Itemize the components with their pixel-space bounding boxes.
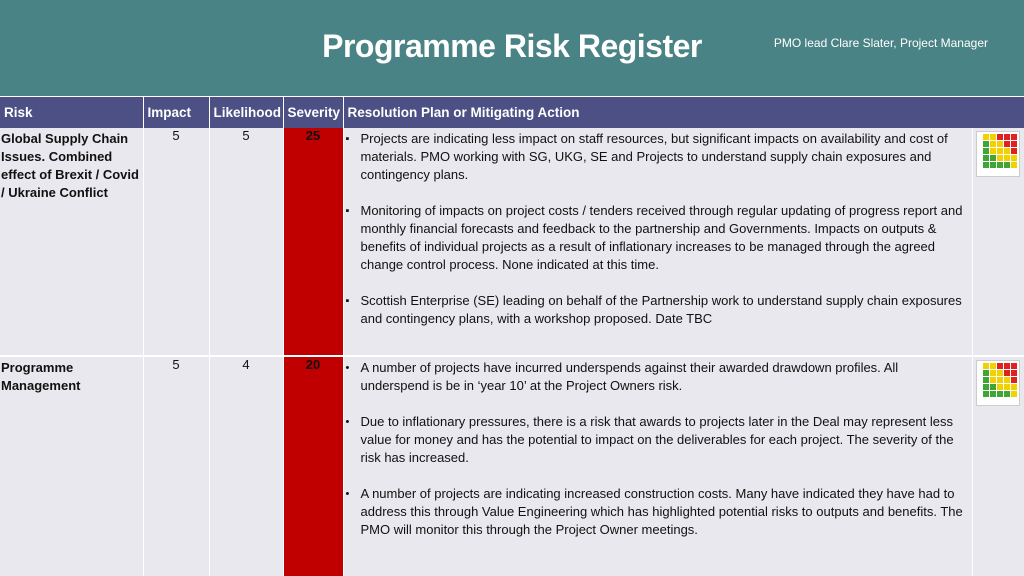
matrix-cell xyxy=(972,356,1024,576)
risk-name: Global Supply Chain Issues. Combined effect of Brexit / Covid / Ukraine Conflict xyxy=(0,128,143,356)
action-text: A number of projects are indicating increased construction costs. Many have indicated they have had to address this through Value Engineering which has highlighted potential risks to outputs and benefits. The PMO will monitor this through the Project Owner meetings. xyxy=(360,485,963,537)
severity-value: 25 xyxy=(283,128,343,356)
page-title: Programme Risk Register xyxy=(322,28,702,64)
round-bullet-icon: • xyxy=(345,487,350,500)
matrix-cell xyxy=(972,128,1024,356)
likelihood-value: 4 xyxy=(209,356,283,576)
column-header-impact: Impact xyxy=(143,97,209,128)
impact-value: 5 xyxy=(143,128,209,356)
likelihood-value: 5 xyxy=(209,128,283,356)
table-row xyxy=(0,128,1024,356)
action-item xyxy=(346,485,970,539)
column-header-likelihood: Likelihood xyxy=(209,97,283,128)
action-item xyxy=(346,202,970,274)
action-text: Projects are indicating less impact on staff resources, but significant impacts on availability and cost of materials. PMO working with SG, UKG, SE and Projects to understand supply chain exposures and contingency plans. xyxy=(360,130,948,182)
column-header-severity: Severity xyxy=(283,97,343,128)
round-bullet-icon: • xyxy=(345,361,350,374)
action-text: Due to inflationary pressures, there is a risk that awards to projects later in the Deal may represent less value for money and has the potential to impact on the deliverables for each project. The severity of the risk has increased. xyxy=(360,413,954,465)
action-text: Monitoring of impacts on project costs / tenders received through regular updating of progress report and monthly financial forecasts and feedback to the partnership and Governments. Impacts on outputs & benefits of individual projects as a result of inflationary increases to be managed through the agreed change control process. None indicated at this time. xyxy=(360,202,963,272)
risk-name: Programme Management xyxy=(0,356,143,576)
impact-value: 5 xyxy=(143,356,209,576)
table-row xyxy=(0,356,1024,576)
severity-value: 20 xyxy=(283,356,343,576)
resolution-plan xyxy=(343,128,972,356)
table-header-row xyxy=(0,97,1024,128)
action-item xyxy=(346,292,970,328)
round-bullet-icon: • xyxy=(345,415,350,428)
risk-heat-matrix-icon xyxy=(976,131,1020,177)
action-item xyxy=(346,359,970,395)
action-text: A number of projects have incurred underspends against their awarded drawdown profiles. All underspend is be in ‘year 10’ at the Project Owners risk. xyxy=(360,359,899,393)
action-text: Scottish Enterprise (SE) leading on behalf of the Partnership work to understand supply chain exposures and contingency plans, with a workshop proposed. Date TBC xyxy=(360,292,962,326)
pmo-lead: PMO lead Clare Slater, Project Manager xyxy=(773,36,988,50)
header-banner xyxy=(0,0,1024,96)
column-header-resolution: Resolution Plan or Mitigating Action xyxy=(343,97,1024,128)
action-item xyxy=(346,413,970,467)
column-header-risk: Risk xyxy=(0,97,143,128)
resolution-plan xyxy=(343,356,972,576)
risk-heat-matrix-icon xyxy=(976,360,1020,406)
square-bullet-icon: ▪ xyxy=(345,132,350,145)
action-item xyxy=(346,130,970,184)
risk-register-table xyxy=(0,96,1024,576)
square-bullet-icon: ▪ xyxy=(345,294,350,307)
square-bullet-icon: ▪ xyxy=(345,204,350,217)
